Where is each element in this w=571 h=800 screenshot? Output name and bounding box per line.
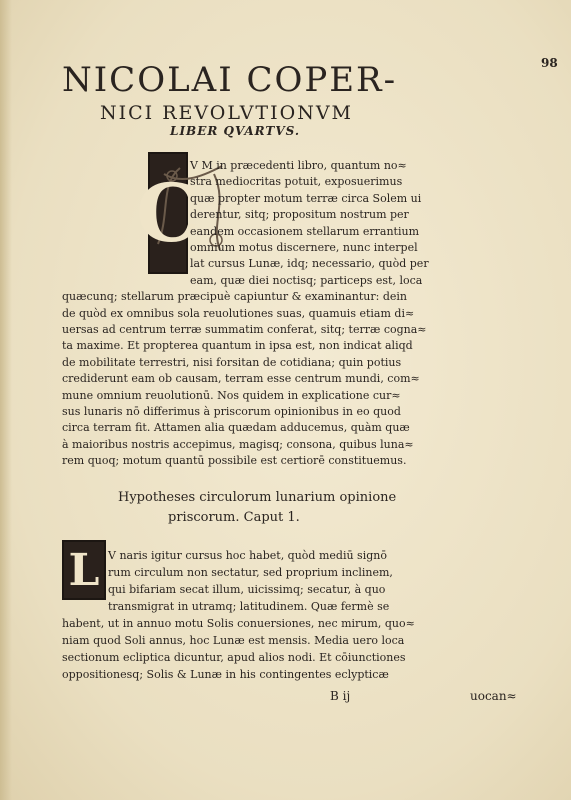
text-line: rem quoq; motum quantū possibile est certiorē constituemus. — [62, 454, 407, 468]
title-line-1: NICOLAI COPER- — [62, 60, 398, 100]
text-line: eandem occasionem stellarum errantium — [190, 224, 420, 238]
decorated-initial-l — [62, 540, 106, 600]
text-line: sectionum ecliptica dicuntur, apud alios nodi. Et cōiunctiones — [62, 651, 406, 664]
text-line: eam, quæ diei noctisq; particeps est, loca — [190, 273, 423, 287]
page-number: 98 — [541, 56, 558, 70]
section-heading-line-2: priscorum. Caput 1. — [168, 510, 300, 525]
text-line: uersas ad centrum terræ summatim conferat, sitq; terræ cogna≈ — [62, 323, 427, 336]
text-line: mune omnium reuolutionū. Nos quidem in explicatione cur≈ — [62, 388, 401, 402]
page-gutter-shadow — [0, 0, 12, 800]
text-line: oppositionesq; Solis & Lunæ in his contingentes eclypticæ — [62, 668, 389, 681]
initial-letter: C — [136, 166, 200, 260]
section-heading-line-1: Hypotheses circulorum lunarium opinione — [118, 490, 397, 505]
text-line: omnium motus discernere, nunc interpel — [190, 241, 418, 254]
text-line: à maioribus nostris accepimus, magisq; consona, quibus luna≈ — [62, 437, 414, 451]
text-line: transmigrat in utramq; latitudinem. Quæ fermè se — [108, 600, 390, 613]
text-line: de quòd ex omnibus sola reuolutiones suas, quamuis etiam di≈ — [62, 306, 415, 320]
text-line: rum circulum non sectatur, sed proprium inclinem, — [108, 566, 393, 579]
text-line: sus lunaris nō differimus à priscorum opinionibus in eo quod — [62, 405, 401, 418]
text-line: quæ propter motum terræ circa Solem ui — [190, 191, 422, 205]
text-line: V M in præcedenti libro, quantum no≈ — [190, 159, 407, 172]
text-line: derentur, sitq; propositum nostrum per — [190, 208, 409, 222]
text-line: qui bifariam secat illum, uicissimq; secatur, à quo — [108, 583, 386, 596]
title-line-2: NICI REVOLVTIONVM — [100, 102, 353, 124]
signature-mark: B ij — [330, 689, 351, 703]
text-line: circa terram fit. Attamen alia quædam adducemus, quàm quæ — [62, 421, 410, 435]
text-line: ta maxime. Et propterea quantum in ipsa est, non indicat aliqd — [62, 339, 413, 353]
text-line: habent, ut in annuo motu Solis conuersiones, nec mirum, quo≈ — [62, 617, 415, 630]
text-line: niam quod Soli annus, hoc Lunæ est mensis. Media uero loca — [62, 634, 405, 647]
text-line: de mobilitate terrestri, nisi forsitan de cotidiana; quin potius — [62, 355, 402, 369]
text-line: V naris igitur cursus hoc habet, quòd mediū signō — [108, 549, 387, 562]
catchword: uocan≈ — [470, 689, 517, 703]
text-line: crediderunt eam ob causam, terram esse centrum mundi, com≈ — [62, 372, 420, 386]
text-line: stra mediocritas potuit, exposuerimus — [190, 175, 403, 189]
text-line: quæcunq; stellarum præcipuè capiuntur & examinantur: dein — [62, 290, 407, 304]
decorated-initial-c — [136, 152, 200, 274]
text-line: lat cursus Lunæ, idq; necessario, quòd per — [190, 257, 429, 271]
title-line-3: LIBER QVARTVS. — [170, 124, 301, 138]
initial-letter: L — [68, 544, 100, 596]
